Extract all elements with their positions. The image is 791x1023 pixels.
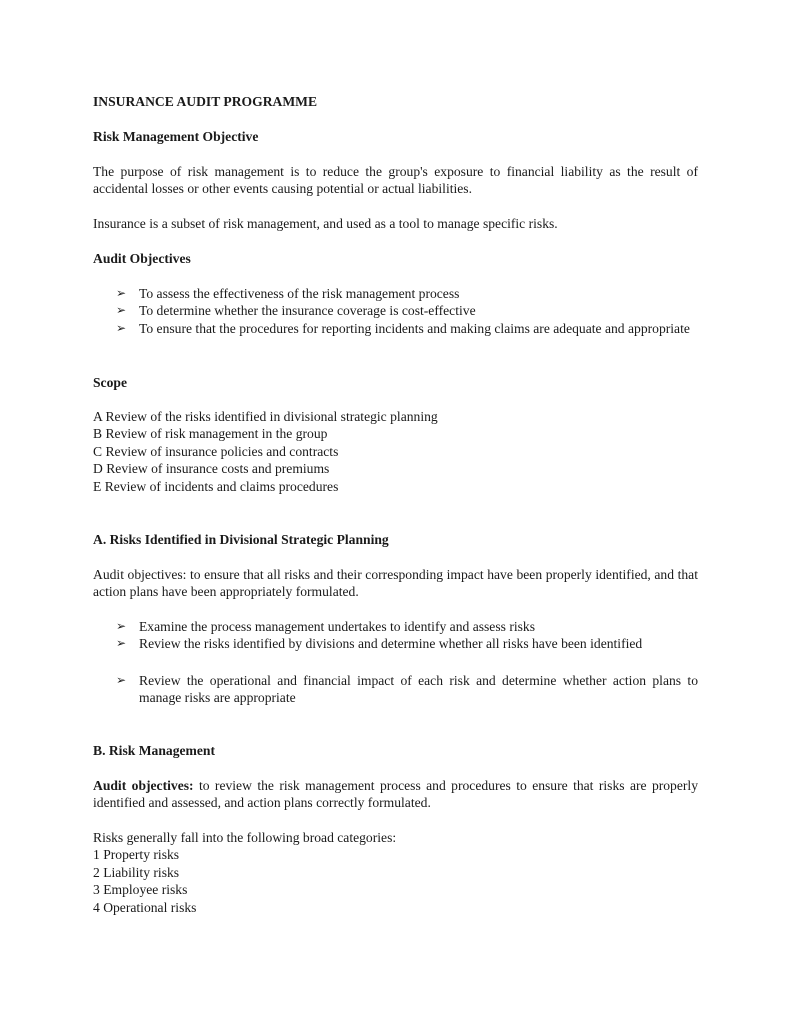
arrow-bullet-icon: ➢	[116, 320, 127, 335]
list-item: ➢ Review the operational and financial impact of each risk and determine whether action plans to manage risks are appropriate	[116, 673, 698, 706]
section-a-heading: A. Risks Identified in Divisional Strategic Planning	[93, 532, 389, 547]
section-a-steps-list-continued	[116, 672, 698, 707]
list-item: ➢ To determine whether the insurance coverage is cost-effective	[116, 303, 476, 319]
objectives-label: Audit objectives:	[93, 778, 194, 793]
arrow-bullet-icon: ➢	[116, 286, 127, 300]
document-title: INSURANCE AUDIT PROGRAMME	[93, 94, 318, 109]
scope-item: C Review of insurance policies and contracts	[93, 443, 339, 459]
arrow-bullet-icon: ➢	[116, 673, 127, 687]
audit-objectives-heading: Audit Objectives	[93, 251, 191, 266]
arrow-bullet-icon: ➢	[116, 636, 127, 651]
arrow-bullet-icon: ➢	[116, 303, 127, 318]
section-a-objectives: Audit objectives: to ensure that all risks and their corresponding impact have been properly identified, and that action plans have been appropriately formulated.	[93, 567, 698, 600]
list-item: ➢ To assess the effectiveness of the risk management process	[116, 286, 460, 301]
risk-categories	[93, 829, 698, 916]
scope-list	[93, 408, 698, 495]
categories-intro: Risks generally fall into the following broad categories:	[93, 830, 397, 845]
arrow-bullet-icon: ➢	[116, 619, 127, 633]
list-item: ➢ Examine the process management undertakes to identify and assess risks	[116, 619, 535, 634]
scope-item: B Review of risk management in the group	[93, 426, 328, 442]
section-b-objectives	[93, 777, 698, 812]
objectives-text: to review the risk management process and procedures to ensure that risks are properly identified and assessed, and action plans correctly formulated.	[93, 778, 698, 811]
insurance-subset-paragraph: Insurance is a subset of risk management, and used as a tool to manage specific risks.	[93, 216, 558, 231]
list-item: ➢ To ensure that the procedures for reporting incidents and making claims are adequate and appropriate	[116, 320, 690, 336]
category-item: 1 Property risks	[93, 847, 180, 863]
risk-management-objective-heading: Risk Management Objective	[93, 129, 259, 144]
section-b-heading: B. Risk Management	[93, 743, 215, 758]
category-item: 3 Employee risks	[93, 882, 188, 898]
scope-item: D Review of insurance costs and premiums	[93, 461, 330, 477]
scope-heading: Scope	[93, 375, 127, 390]
scope-item: E Review of incidents and claims procedures	[93, 478, 339, 494]
risk-management-purpose-paragraph: The purpose of risk management is to reduce the group's exposure to financial liability as the result of accidental losses or other events causing potential or actual liabilities.	[93, 164, 698, 197]
list-item: ➢ Review the risks identified by divisions and determine whether all risks have been identified	[116, 636, 643, 652]
audit-objectives-list	[116, 285, 698, 337]
scope-item: A Review of the risks identified in divisional strategic planning	[93, 409, 438, 424]
section-a-steps-list	[116, 618, 698, 653]
category-item: 2 Liability risks	[93, 864, 180, 880]
category-item: 4 Operational risks	[93, 899, 197, 915]
